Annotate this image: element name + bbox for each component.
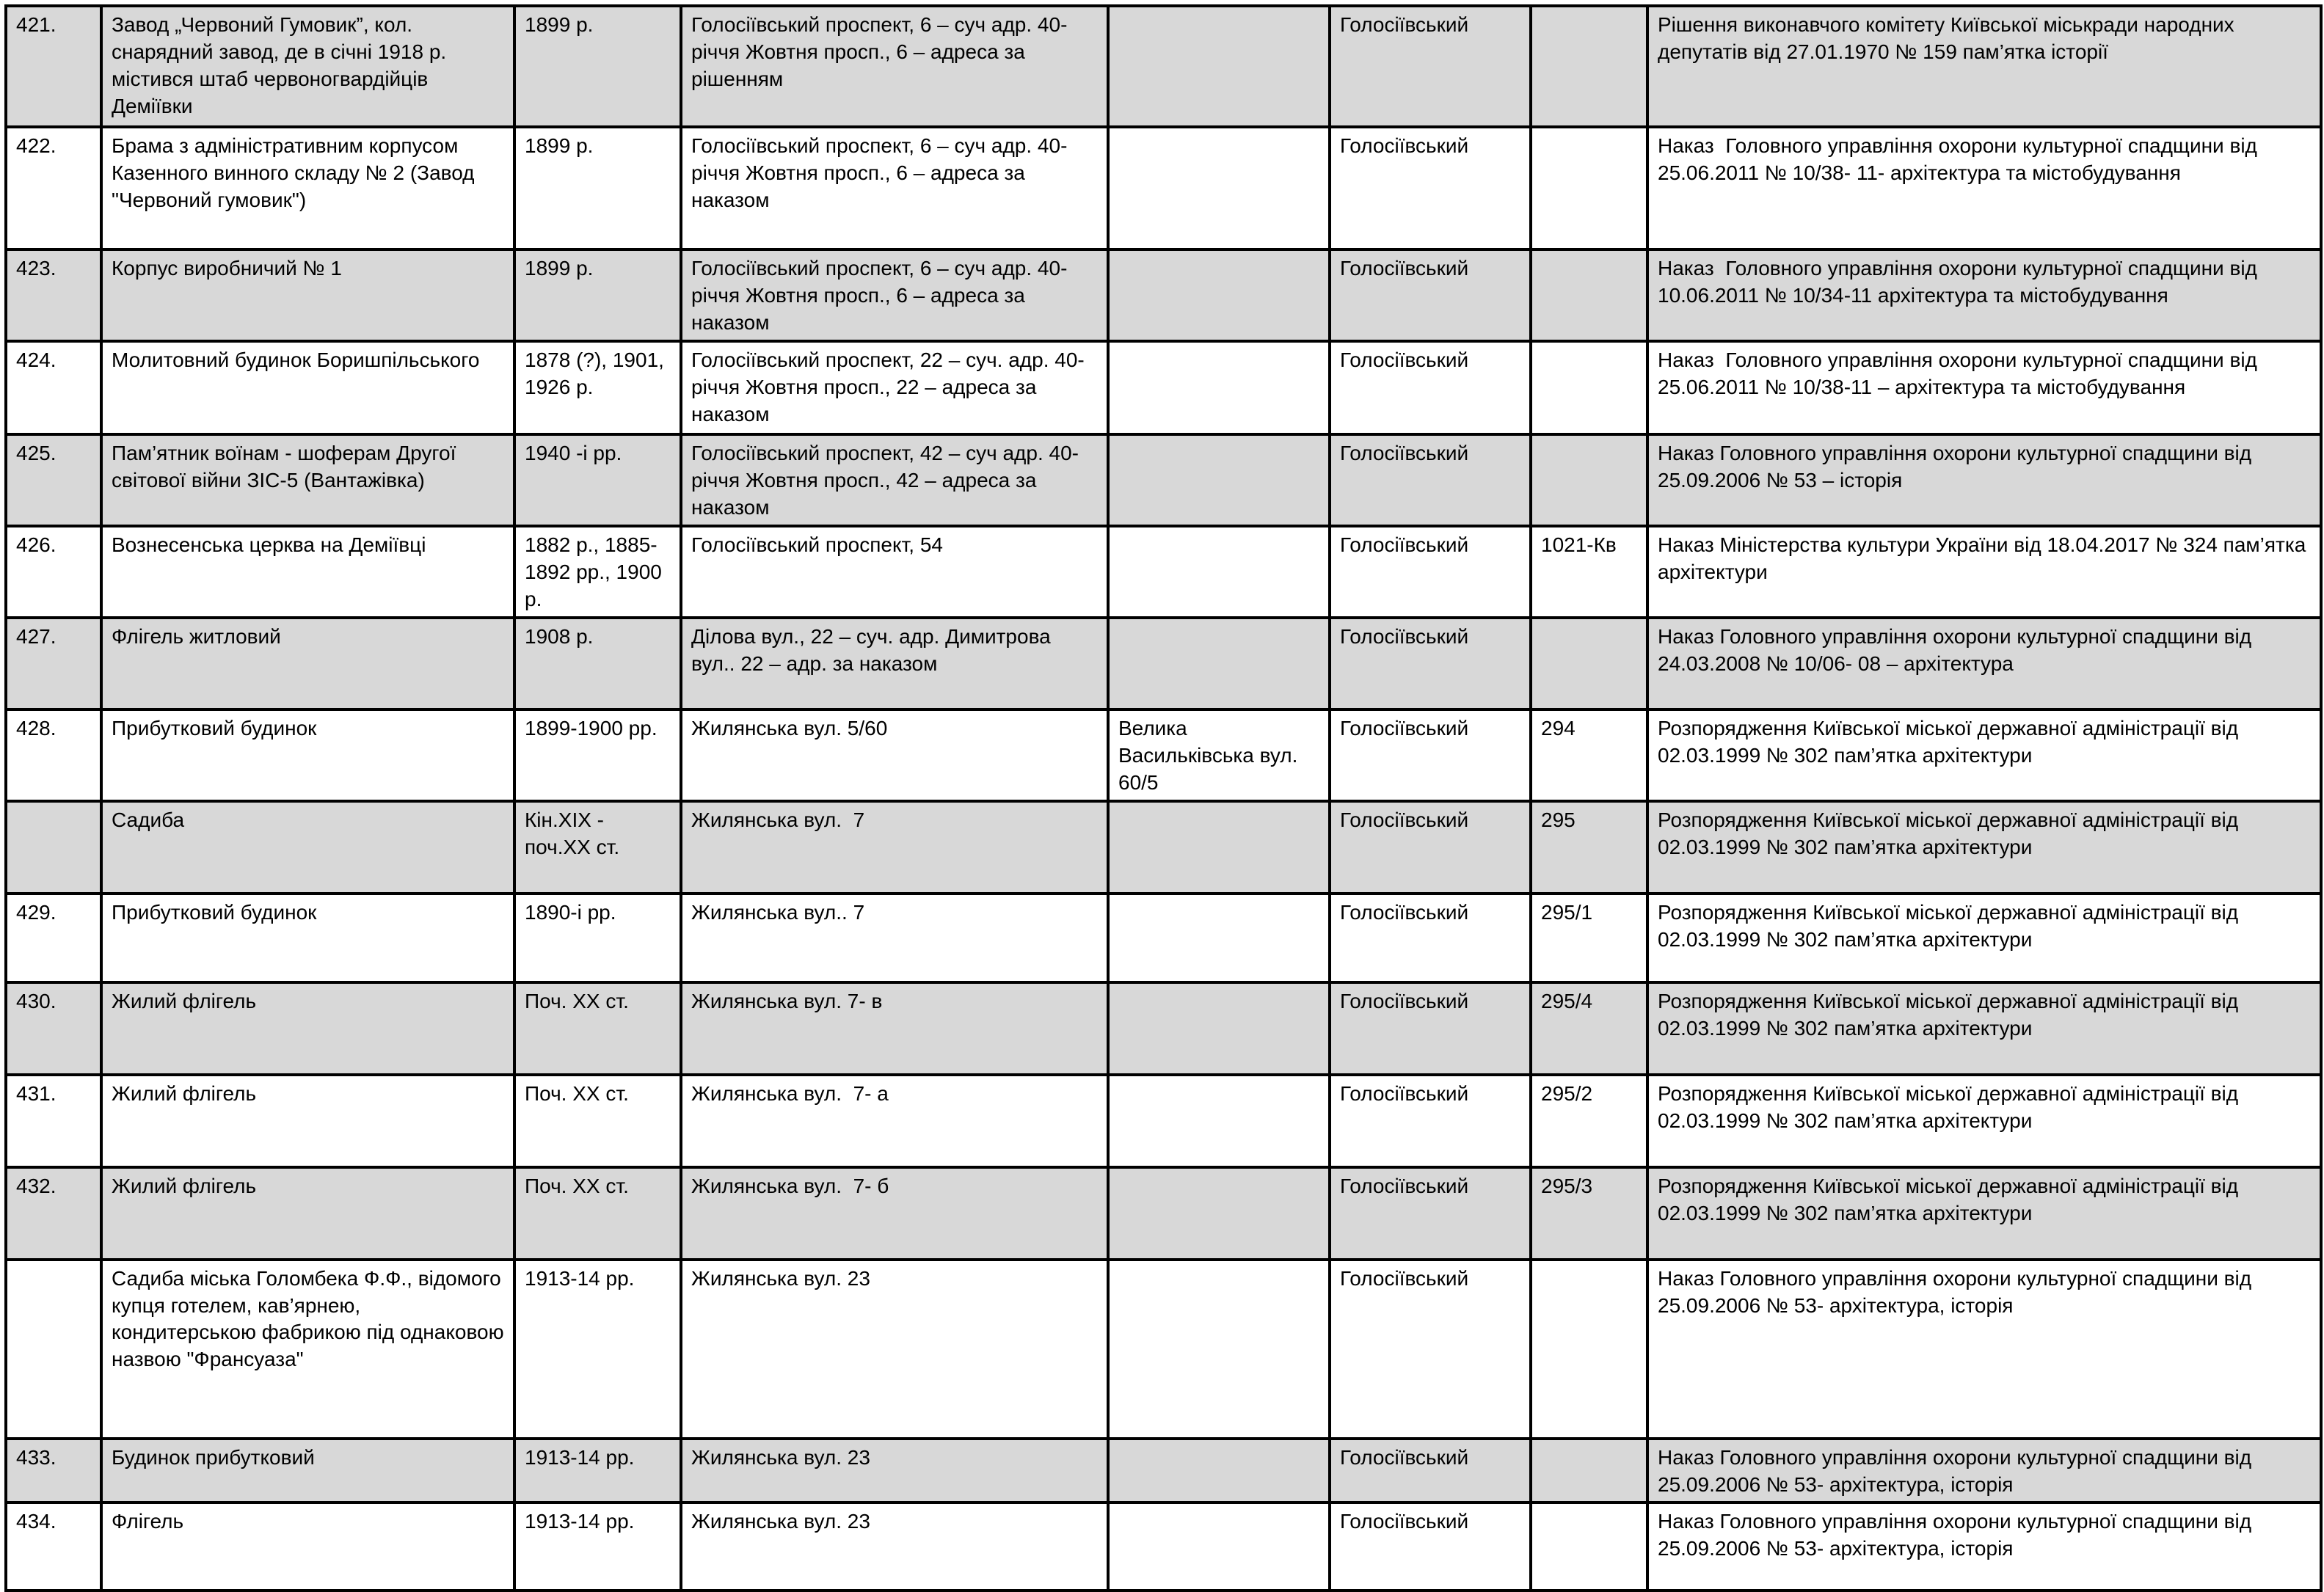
cell-district: Голосіївський [1330,526,1531,618]
cell-alt-address [1108,618,1330,709]
cell-alt-address [1108,526,1330,618]
cell-district: Голосіївський [1330,894,1531,982]
cell-decision: Наказ Головного управління охорони культурної спадщини від 25.06.2011 № 10/38-11 – архітектура та містобудування [1647,341,2321,434]
cell-reg-number: 1021-Кв [1531,526,1647,618]
monuments-table [4,4,2323,1592]
cell-address: Жилянська вул. 5/60 [681,709,1108,801]
document-page [0,4,2324,1560]
cell-district: Голосіївський [1330,1439,1531,1503]
cell-name: Жилий флігель [101,982,514,1075]
cell-date: 1882 р., 1885-1892 рр., 1900 р. [514,526,681,618]
cell-alt-address [1108,1167,1330,1260]
cell-date: 1899 р. [514,6,681,127]
cell-date: 1913-14 рр. [514,1502,681,1591]
cell-number: 430. [6,982,101,1075]
cell-reg-number: 295/3 [1531,1167,1647,1260]
cell-address: Ділова вул., 22 – суч. адр. Димитрова вул.. 22 – адр. за наказом [681,618,1108,709]
cell-alt-address: Велика Васильківська вул. 60/5 [1108,709,1330,801]
cell-decision: Розпорядження Київської міської державної адміністрації від 02.03.1999 № 302 пам’ятка архітектури [1647,894,2321,982]
cell-name: Садиба [101,801,514,894]
cell-date: Поч. ХХ ст. [514,982,681,1075]
cell-reg-number [1531,341,1647,434]
cell-date: 1899-1900 рр. [514,709,681,801]
cell-decision: Наказ Головного управління охорони культурної спадщини від 25.09.2006 № 53- архітектура, історія [1647,1260,2321,1439]
cell-name: Прибутковий будинок [101,894,514,982]
cell-district: Голосіївський [1330,1502,1531,1591]
cell-number [6,1260,101,1439]
cell-address: Жилянська вул.. 7 [681,894,1108,982]
cell-number: 422. [6,127,101,249]
table-row [6,6,2321,127]
cell-reg-number [1531,434,1647,526]
cell-address: Голосіївський проспект, 6 – суч адр. 40-річчя Жовтня просп., 6 – адреса за наказом [681,249,1108,341]
cell-address: Голосіївський проспект, 22 – суч. адр. 40-річчя Жовтня просп., 22 – адреса за наказом [681,341,1108,434]
table-row [6,1167,2321,1260]
cell-alt-address [1108,341,1330,434]
cell-decision: Розпорядження Київської міської державної адміністрації від 02.03.1999 № 302 пам’ятка архітектури [1647,982,2321,1075]
cell-date: 1899 р. [514,249,681,341]
cell-number: 432. [6,1167,101,1260]
cell-number: 424. [6,341,101,434]
cell-district: Голосіївський [1330,982,1531,1075]
cell-number [6,801,101,894]
table-row [6,801,2321,894]
cell-alt-address [1108,1439,1330,1503]
cell-decision: Наказ Головного управління охорони культурної спадщини від 25.09.2006 № 53 – історія [1647,434,2321,526]
cell-date: 1878 (?), 1901, 1926 р. [514,341,681,434]
cell-alt-address [1108,249,1330,341]
cell-name: Молитовний будинок Боришпільського [101,341,514,434]
cell-alt-address [1108,1502,1330,1591]
cell-alt-address [1108,1260,1330,1439]
cell-reg-number [1531,249,1647,341]
cell-number: 428. [6,709,101,801]
cell-address: Жилянська вул. 23 [681,1439,1108,1503]
cell-number: 427. [6,618,101,709]
cell-address: Жилянська вул. 7 [681,801,1108,894]
table-row [6,526,2321,618]
cell-name: Садиба міська Голомбека Ф.Ф., відомого купця готелем, кав’ярнею, кондитерською фабрикою під однаковою назвою "Франсуаза" [101,1260,514,1439]
cell-district: Голосіївський [1330,618,1531,709]
cell-district: Голосіївський [1330,434,1531,526]
cell-decision: Наказ Головного управління охорони культурної спадщини від 25.06.2011 № 10/38- 11- архітектура та містобудування [1647,127,2321,249]
table-body [6,6,2321,1591]
cell-number: 421. [6,6,101,127]
cell-decision: Наказ Головного управління охорони культурної спадщини від 25.09.2006 № 53- архітектура, історія [1647,1502,2321,1591]
cell-reg-number: 295/4 [1531,982,1647,1075]
cell-reg-number [1531,1260,1647,1439]
cell-date: 1908 р. [514,618,681,709]
cell-address: Жилянська вул. 23 [681,1502,1108,1591]
table-row [6,894,2321,982]
cell-decision: Наказ Головного управління охорони культурної спадщини від 24.03.2008 № 10/06- 08 – архітектура [1647,618,2321,709]
cell-name: Пам’ятник воїнам - шоферам Другої світової війни ЗІС-5 (Вантажівка) [101,434,514,526]
cell-name: Прибутковий будинок [101,709,514,801]
table-row [6,127,2321,249]
cell-number: 431. [6,1075,101,1167]
cell-district: Голосіївський [1330,249,1531,341]
cell-alt-address [1108,434,1330,526]
cell-name: Жилий флігель [101,1167,514,1260]
cell-decision: Розпорядження Київської міської державної адміністрації від 02.03.1999 № 302 пам’ятка архітектури [1647,709,2321,801]
cell-name: Корпус виробничий № 1 [101,249,514,341]
cell-date: Поч. ХХ ст. [514,1167,681,1260]
cell-date: 1890-і рр. [514,894,681,982]
cell-reg-number: 294 [1531,709,1647,801]
cell-number: 426. [6,526,101,618]
cell-name: Флігель житловий [101,618,514,709]
cell-alt-address [1108,127,1330,249]
cell-date: 1913-14 рр. [514,1439,681,1503]
cell-alt-address [1108,1075,1330,1167]
cell-date: 1913-14 рр. [514,1260,681,1439]
cell-date: Поч. ХХ ст. [514,1075,681,1167]
cell-district: Голосіївський [1330,6,1531,127]
cell-reg-number [1531,6,1647,127]
cell-alt-address [1108,6,1330,127]
cell-alt-address [1108,801,1330,894]
cell-address: Голосіївський проспект, 54 [681,526,1108,618]
cell-date: 1899 р. [514,127,681,249]
cell-number: 433. [6,1439,101,1503]
cell-number: 429. [6,894,101,982]
table-row [6,1439,2321,1503]
cell-number: 425. [6,434,101,526]
cell-address: Голосіївський проспект, 6 – суч адр. 40-річчя Жовтня просп., 6 – адреса за рішенням [681,6,1108,127]
cell-decision: Розпорядження Київської міської державної адміністрації від 02.03.1999 № 302 пам’ятка архітектури [1647,801,2321,894]
cell-decision: Наказ Головного управління охорони культурної спадщини від 10.06.2011 № 10/34-11 архітектура та містобудування [1647,249,2321,341]
cell-decision: Наказ Міністерства культури України від 18.04.2017 № 324 пам’ятка архітектури [1647,526,2321,618]
cell-address: Жилянська вул. 7- в [681,982,1108,1075]
cell-address: Голосіївський проспект, 6 – суч адр. 40-річчя Жовтня просп., 6 – адреса за наказом [681,127,1108,249]
cell-district: Голосіївський [1330,1260,1531,1439]
cell-reg-number [1531,618,1647,709]
cell-number: 423. [6,249,101,341]
cell-district: Голосіївський [1330,1075,1531,1167]
table-row [6,618,2321,709]
cell-decision: Розпорядження Київської міської державної адміністрації від 02.03.1999 № 302 пам’ятка архітектури [1647,1075,2321,1167]
cell-district: Голосіївський [1330,1167,1531,1260]
table-row [6,1502,2321,1591]
cell-reg-number [1531,1502,1647,1591]
cell-alt-address [1108,894,1330,982]
cell-name: Завод „Червоний Гумовик”, кол. снарядний завод, де в січні 1918 р. містився штаб червоногвардійців Деміївки [101,6,514,127]
cell-address: Голосіївський проспект, 42 – суч адр. 40-річчя Жовтня просп., 42 – адреса за наказом [681,434,1108,526]
cell-reg-number [1531,1439,1647,1503]
cell-district: Голосіївський [1330,127,1531,249]
cell-address: Жилянська вул. 7- а [681,1075,1108,1167]
cell-district: Голосіївський [1330,341,1531,434]
cell-reg-number: 295 [1531,801,1647,894]
cell-name: Брама з адміністративним корпусом Казенного винного складу № 2 (Завод "Червоний гумовик") [101,127,514,249]
table-row [6,982,2321,1075]
cell-decision: Наказ Головного управління охорони культурної спадщини від 25.09.2006 № 53- архітектура, історія [1647,1439,2321,1503]
cell-number: 434. [6,1502,101,1591]
cell-district: Голосіївський [1330,801,1531,894]
cell-decision: Розпорядження Київської міської державної адміністрації від 02.03.1999 № 302 пам’ятка архітектури [1647,1167,2321,1260]
cell-name: Жилий флігель [101,1075,514,1167]
table-row [6,341,2321,434]
table-row [6,1075,2321,1167]
cell-reg-number: 295/1 [1531,894,1647,982]
cell-name: Флігель [101,1502,514,1591]
cell-reg-number [1531,127,1647,249]
cell-alt-address [1108,982,1330,1075]
cell-date: Кін.XIX - поч.XX ст. [514,801,681,894]
cell-address: Жилянська вул. 23 [681,1260,1108,1439]
table-row [6,709,2321,801]
cell-name: Будинок прибутковий [101,1439,514,1503]
table-row [6,434,2321,526]
cell-district: Голосіївський [1330,709,1531,801]
cell-reg-number: 295/2 [1531,1075,1647,1167]
cell-address: Жилянська вул. 7- б [681,1167,1108,1260]
cell-name: Вознесенська церква на Деміївці [101,526,514,618]
table-row [6,249,2321,341]
cell-decision: Рішення виконавчого комітету Київської міськради народних депутатів від 27.01.1970 № 159 пам’ятка історії [1647,6,2321,127]
cell-date: 1940 -і рр. [514,434,681,526]
table-row [6,1260,2321,1439]
